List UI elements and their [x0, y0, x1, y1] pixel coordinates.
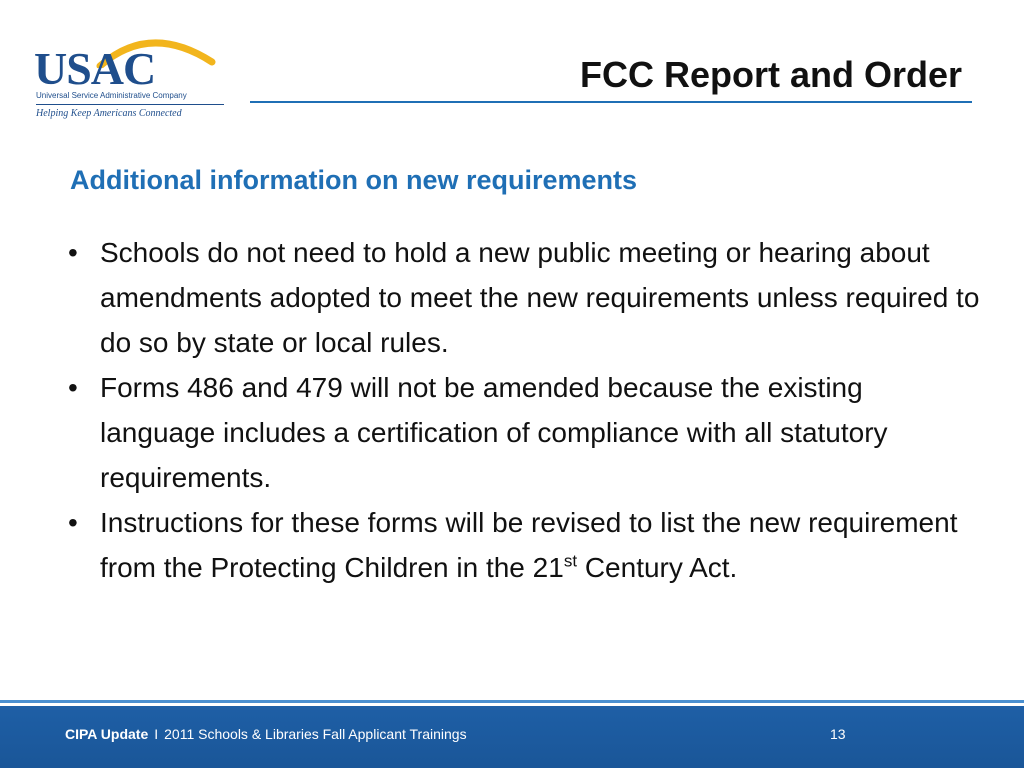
- footer-separator: I: [154, 726, 159, 742]
- bullet-item: [60, 230, 980, 365]
- footer-caption: [65, 726, 467, 742]
- bullet-icon: •: [68, 372, 78, 403]
- bullet-item: [60, 500, 980, 590]
- footer-accent-line: [0, 700, 1024, 703]
- footer-section: CIPA Update: [65, 726, 149, 742]
- bullet-text-end: Century Act.: [577, 552, 738, 583]
- bullet-superscript: st: [563, 551, 578, 571]
- bullet-icon: •: [68, 507, 78, 538]
- footer-event: 2011 Schools & Libraries Fall Applicant Trainings: [164, 726, 467, 742]
- page-number: 13: [830, 726, 846, 742]
- bullet-text: Forms 486 and 479 will not be amended because the existing language includes a certification of compliance with all statutory requirements.: [100, 372, 888, 493]
- logo-tagline: Helping Keep Americans Connected: [36, 108, 182, 119]
- bullet-item: [60, 365, 980, 500]
- bullet-icon: •: [68, 237, 78, 268]
- slide-subtitle: Additional information on new requirements: [70, 165, 638, 195]
- bullet-text: Instructions for these forms will be revised to list the new requirement from the Protecting Children in the 21: [100, 507, 958, 583]
- slide-title: FCC Report and Order: [579, 54, 962, 95]
- logo-company-name: Universal Service Administrative Company: [36, 91, 187, 100]
- bullet-text: Schools do not need to hold a new public meeting or hearing about amendments adopted to meet the new requirements unless required to do so by state or local rules.: [100, 237, 980, 358]
- title-divider: [250, 101, 972, 103]
- usac-logo: [30, 28, 220, 123]
- bullet-list: [60, 230, 980, 590]
- logo-wordmark: USAC: [34, 43, 156, 94]
- logo-divider: [36, 104, 224, 105]
- footer-bar: [0, 706, 1024, 768]
